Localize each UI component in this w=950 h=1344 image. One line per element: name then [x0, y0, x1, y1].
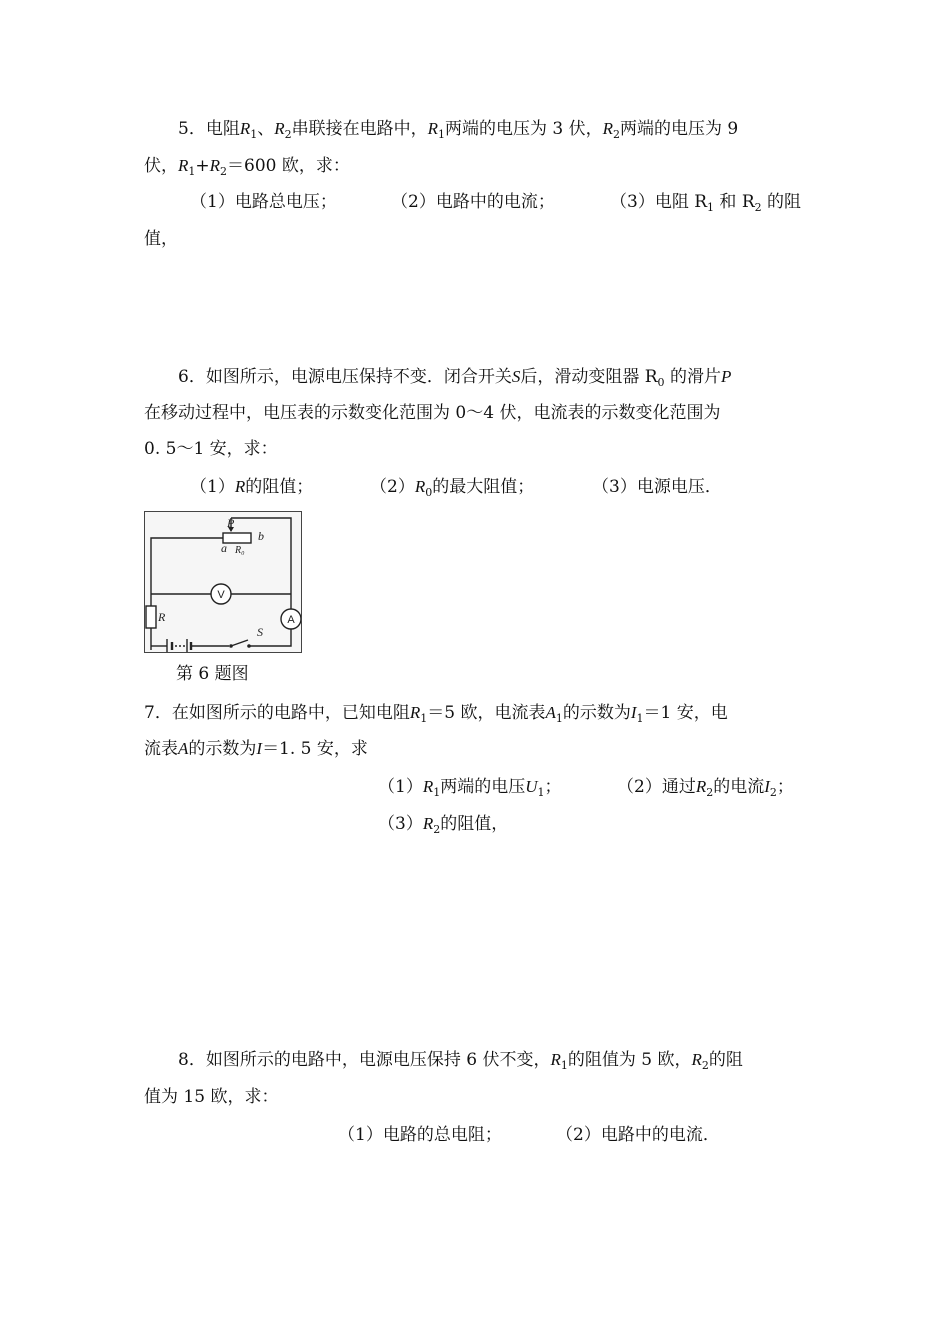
text: 的滑片: [664, 367, 721, 387]
text: 的阻值为 5 欧，: [567, 1050, 692, 1070]
var-r2: R: [691, 1050, 702, 1069]
separator: 、: [257, 119, 275, 139]
q6-line-3: 0. 5～1 安，求：: [144, 439, 278, 459]
text: 的示数为: [188, 739, 257, 759]
var-r2: R: [695, 777, 707, 796]
sub-1: 1: [537, 786, 545, 799]
text: （1）: [190, 477, 235, 497]
label-s: S: [257, 625, 263, 639]
text: 串联接在电路中，: [291, 119, 428, 139]
q6-figure-caption: 第 6 题图: [176, 664, 249, 684]
var-s: S: [511, 367, 521, 386]
q8-line-1: [178, 1048, 743, 1072]
rheostat-r0: [223, 533, 251, 543]
sub-1: 1: [250, 128, 258, 141]
text: 的阻: [761, 192, 802, 212]
var-a1: A: [545, 703, 556, 722]
q6-sub-question-2: [370, 475, 534, 499]
var-p: P: [720, 367, 732, 386]
var-i: I: [256, 739, 263, 758]
var-r2: R: [602, 119, 614, 138]
sub-2: 2: [701, 1059, 709, 1072]
q5-sub-question-3: [610, 190, 801, 214]
q5-line-4: 值，: [144, 229, 178, 249]
var-r1: R: [178, 156, 189, 175]
text: ＝1 安，电: [643, 703, 728, 723]
sub-0: 0: [425, 486, 433, 499]
q6-line-1: [178, 365, 731, 389]
q5-sub-question-1: （1）电路总电压；: [190, 192, 337, 212]
text: ；: [776, 777, 794, 797]
text: ＝600 欧，求：: [227, 156, 350, 176]
sub-2: 2: [284, 128, 292, 141]
text: 后，滑动变阻器 R: [520, 367, 658, 387]
text: （2）通过: [617, 777, 696, 797]
sub-2: 2: [433, 823, 441, 836]
q5-sub-question-2: （2）电路中的电流；: [391, 192, 555, 212]
q6-circuit-diagram: [144, 511, 302, 653]
q5-line-2: [144, 154, 350, 178]
text: 两端的电压: [440, 777, 526, 797]
text: ；: [544, 777, 562, 797]
sub-2: 2: [613, 128, 621, 141]
q7-sub-question-3: [378, 812, 508, 836]
q8-sub-question-2: （2）电路中的电流．: [556, 1125, 720, 1145]
var-r0: R: [414, 477, 426, 496]
var-r2: R: [422, 814, 434, 833]
text: 的最大阻值；: [432, 477, 535, 497]
text: 的阻值，: [440, 814, 509, 834]
sub-1: 1: [433, 786, 441, 799]
q7-sub-question-1: [378, 775, 562, 799]
text: 伏，: [144, 156, 178, 176]
text: （3）电阻 R: [610, 192, 708, 212]
var-i2: I: [764, 777, 770, 796]
q8-sub-question-1: （1）电路的总电阻；: [338, 1125, 502, 1145]
q7-line-1: [144, 701, 728, 725]
sub-1: 1: [188, 165, 196, 178]
text: 7．在如图所示的电路中，已知电阻: [144, 703, 410, 723]
sub-1: 1: [420, 712, 428, 725]
text: 的阻值；: [245, 477, 314, 497]
text: 流表: [144, 739, 178, 759]
text: 的阻: [708, 1050, 743, 1070]
var-r1: R: [239, 119, 251, 138]
sub-2: 2: [769, 786, 777, 799]
var-r1: R: [422, 777, 434, 796]
var-r2: R: [274, 119, 285, 138]
label-ammeter: A: [287, 614, 295, 626]
sub-2: 2: [754, 201, 762, 214]
switch-contact: [247, 644, 251, 648]
sub-1: 1: [555, 712, 563, 725]
q7-sub-question-2: [617, 775, 794, 799]
text: （2）: [370, 477, 415, 497]
q6-sub-question-1: [190, 475, 313, 499]
sub-1: 1: [560, 1059, 568, 1072]
var-r1: R: [427, 119, 438, 138]
var-r1: R: [409, 703, 421, 722]
wire-ammeter-bottom: [249, 629, 291, 646]
label-b: b: [258, 529, 264, 543]
text: 的示数为: [562, 703, 631, 723]
q5-number: 5．电阻: [178, 119, 240, 139]
sub-2: 2: [706, 786, 714, 799]
text: 和 R: [714, 192, 755, 212]
label-r: R: [158, 610, 166, 624]
q6-sub-question-3: （3）电源电压．: [592, 477, 722, 497]
sub-1: 1: [636, 712, 644, 725]
q8-line-2: 值为 15 欧，求：: [144, 1087, 279, 1107]
switch-s: [231, 640, 248, 646]
label-r0: R₀: [235, 545, 245, 556]
text: 的电流: [713, 777, 765, 797]
switch-pivot: [229, 644, 233, 648]
text: 两端的电压为 3 伏，: [445, 119, 603, 139]
var-r2: R: [209, 156, 221, 175]
sub-0: 0: [657, 376, 665, 389]
q5-line-1: [178, 117, 738, 141]
text: （1）: [378, 777, 423, 797]
label-p: P: [227, 516, 235, 530]
resistor-r: [146, 606, 156, 628]
text: ＝1. 5 安，求: [262, 739, 368, 759]
q6-line-2: 在移动过程中，电压表的示数变化范围为 0～4 伏，电流表的示数变化范围为: [144, 403, 721, 423]
text: 8．如图所示的电路中，电源电压保持 6 伏不变，: [178, 1050, 551, 1070]
text: 6．如图所示，电源电压保持不变．闭合开关: [178, 367, 512, 387]
var-r: R: [234, 477, 246, 496]
text: ＝5 欧，电流表: [427, 703, 546, 723]
sub-2: 2: [220, 165, 228, 178]
sub-1: 1: [707, 201, 715, 214]
var-u1: U: [525, 777, 538, 796]
var-i1: I: [630, 703, 637, 722]
plus-sign: +: [195, 156, 210, 176]
text: 两端的电压为 9: [620, 119, 739, 139]
text: （3）: [378, 814, 423, 834]
var-a: A: [178, 739, 189, 758]
q7-line-2: [144, 737, 368, 761]
circuit-svg: [145, 512, 301, 652]
var-r1: R: [550, 1050, 561, 1069]
label-voltmeter: V: [217, 589, 225, 601]
label-a: a: [221, 541, 227, 555]
sub-1: 1: [438, 128, 445, 141]
